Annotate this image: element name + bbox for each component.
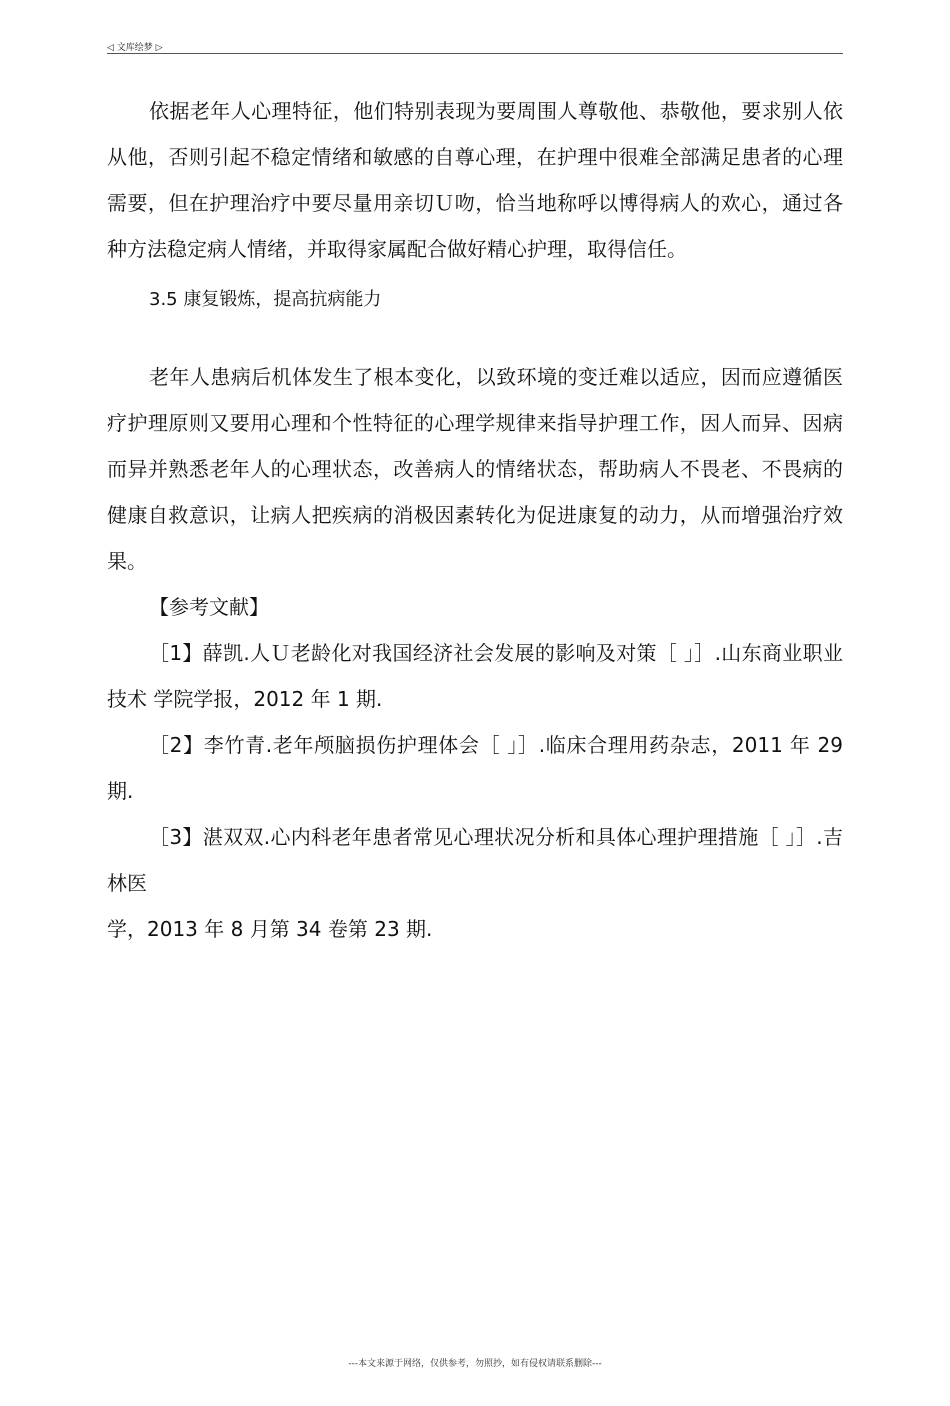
page-header xyxy=(107,40,843,54)
document-body xyxy=(107,88,843,952)
paragraph-rehabilitation: 老年人患病后机体发生了根本变化，以致环境的变迁难以适应，因而应遵循医疗护理原则又要用心理和个性特征的心理学规律来指导护理工作，因人而异、因病而异并熟悉老年人的心理状态，改善病人的情绪状态，帮助病人不畏老、不畏病的健康自救意识，让病人把疾病的消极因素转化为促进康复的动力，从而增强治疗效果。 xyxy=(107,365,843,573)
reference-item-1: ［1】薛凯.人Ｕ老龄化对我国经济社会发展的影响及对策［ 」］.山东商业职业技术 学院学报，2012 年 1 期. xyxy=(107,641,843,711)
reference-item-3: ［3】湛双双.心内科老年患者常见心理状况分析和具体心理护理措施［ 」］.吉林医 xyxy=(107,825,843,895)
references-section xyxy=(107,584,843,952)
header-label: ◁ 文库绘梦 ▷ xyxy=(107,43,163,53)
page-footer: ---本文来源于网络，仅供参考，勿照抄，如有侵权请联系删除--- xyxy=(348,1359,602,1369)
paragraph-psychology: 依据老年人心理特征，他们特别表现为要周围人尊敬他、恭敬他，要求别人依从他，否则引起不稳定情绪和敏感的自尊心理，在护理中很难全部满足患者的心理需要，但在护理治疗中要尽量用亲切Ｕ吻，恰当地称呼以博得病人的欢心，通过各种方法稳定病人情绪，并取得家属配合做好精心护理，取得信任。 xyxy=(107,99,843,261)
section-heading: 3.5 康复锻炼，提高抗病能力 xyxy=(149,289,382,310)
references-title: 【参考文献】 xyxy=(149,595,269,619)
reference-item-3-continued: 学，2013 年 8 月第 34 卷第 23 期. xyxy=(107,917,433,941)
spacer xyxy=(107,272,843,280)
header-divider xyxy=(107,53,843,54)
reference-item-2: ［2】李竹青.老年颅脑损伤护理体会［ 」］.临床合理用药杂志，2011 年 29 期. xyxy=(107,733,843,803)
